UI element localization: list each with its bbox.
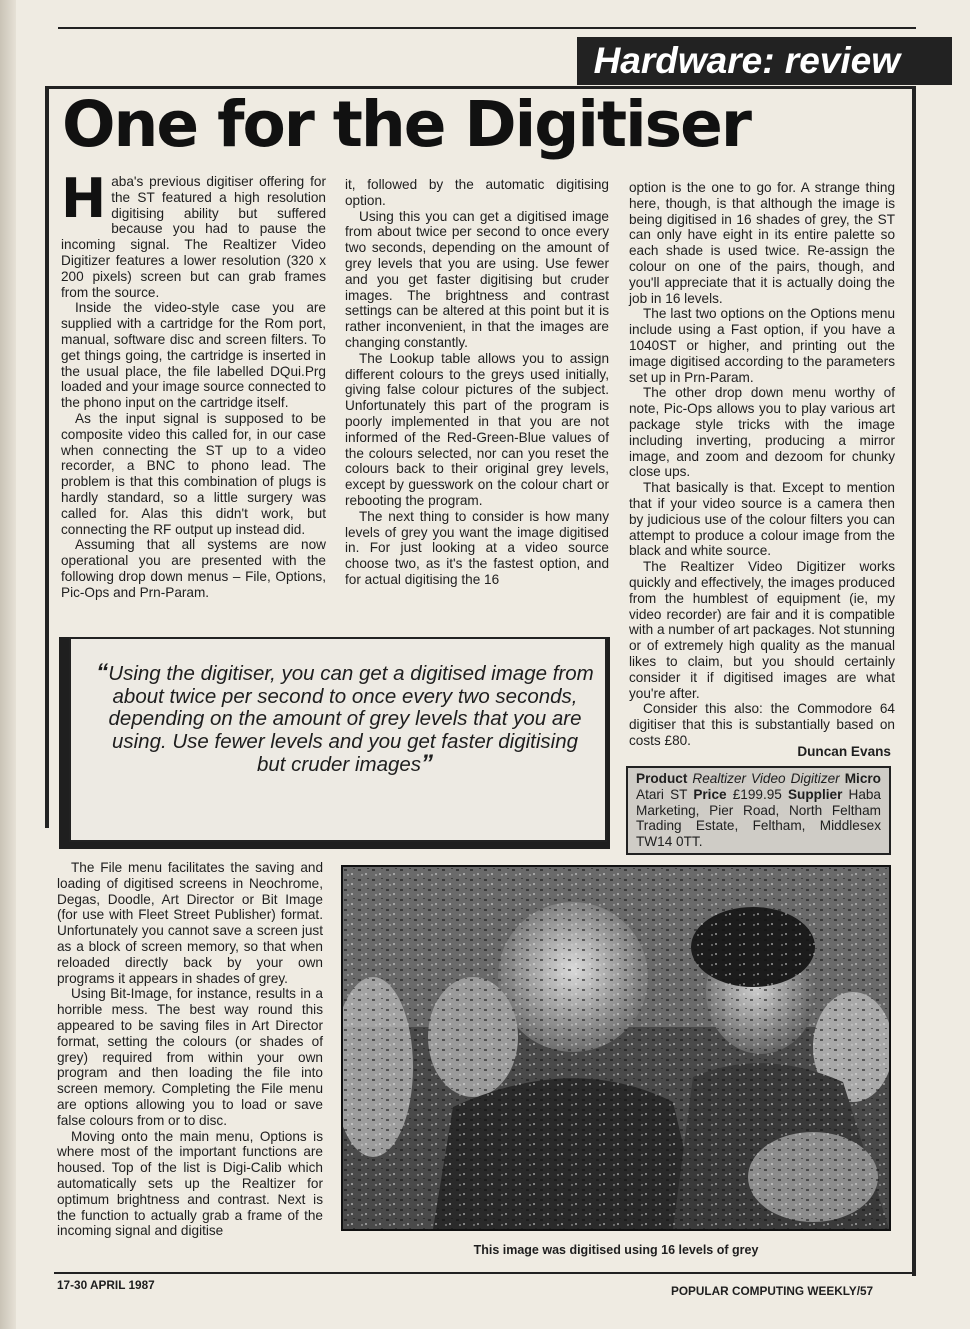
drop-cap: H: [61, 167, 107, 230]
paragraph: Using Bit-Image, for instance, results in a horrible mess. The best way round this appeared to be saving files in Art Director format, setting the colours (or shades of grey) required from within your own program and then loading the file into screen memory. Completing the File menu are options allowing you to load or save false colours from or to disc.: [57, 986, 323, 1128]
paragraph: Assuming that all systems are now operational you are presented with the following drop down menus – File, Options, Pic-Ops and Prn-Param.: [61, 537, 326, 600]
paragraph: As the input signal is supposed to be composite video this called for, in our case when connecting the ST up to a video recorder, a BNC to phono lead. The problem is that this combination of plugs is hardly standard, so a little surgery was called for. Alas this didn't work, but connecting the RF output up instead did.: [61, 410, 326, 537]
section-label: Hardware: review: [577, 37, 952, 85]
article-column-4: [57, 860, 323, 1239]
product-name: Realtizer Video Digitizer: [692, 771, 840, 786]
pull-quote: [95, 659, 595, 777]
bottom-rule: [54, 1272, 914, 1274]
paragraph: The next thing to consider is how many levels of grey you want the image digitised in. For just looking at a video source choose two, as it's the fastest option, and for actual digitising the 16: [345, 508, 609, 587]
product-info-text: [636, 771, 881, 850]
paragraph: Haba's previous digitiser offering for the ST featured a high resolution digitising ability but suffered because you had to pause the incoming signal. The Realtizer Video Digitizer features a lower resolution (320 x 200 pixels) screen but can grab frames from the source.: [61, 167, 326, 300]
headline: One for the Digitiser: [62, 88, 750, 161]
price-label: Price: [693, 786, 727, 802]
page-edge: [0, 0, 16, 1329]
paragraph: That basically is that. Except to mention that if your video source is a camera then by judicious use of the colour filters you can attempt to produce a colour image from the black and white source.: [629, 480, 895, 559]
paragraph: Using this you can get a digitised image from about twice per second to once every two seconds, depending on the amount of grey levels that you are using. Use fewer and you get faster digitising but cruder images. The brightness and contrast settings can be altered at this point but it is rather inconvenient, in that the images are changing constantly.: [345, 208, 609, 350]
paragraph: option is the one to go for. A strange thing here, though, is that although the image is being digitised in 16 shades of grey, the ST can only have eight in its entire palette so each shade is used twice. Re-assign the colour on one of the pairs, though, and you'll appreciate that it is actually doing the job in 16 levels.: [629, 180, 895, 306]
micro-label: Micro: [844, 771, 881, 786]
photo-noise: [343, 867, 889, 1229]
byline: Duncan Evans: [797, 744, 891, 759]
photo-caption: This image was digitised using 16 levels of grey: [473, 1243, 759, 1257]
supplier-value: Haba Marketing, Pier Road, North Feltham Trading Estate, Feltham, Middlesex TW14 0TT.: [636, 786, 881, 850]
frame-right-rule: [912, 86, 916, 1276]
article-column-1: [61, 167, 326, 601]
pull-quote-text: Using the digitiser, you can get a digitised image from about twice per second to once every two seconds, depending on the amount of grey levels that you are using. Use fewer levels and you get faster digitising but cruder images: [108, 662, 594, 776]
open-quote-mark: “: [96, 659, 109, 686]
top-rule: [58, 27, 916, 29]
paragraph: Inside the video-style case you are supplied with a cartridge for the Rom port, manual, software disc and screen filters. To get things going, the cartridge is inserted in the usual place, the file labelled DQui.Prg loaded and your image source connected to the phono input on the cartridge itself.: [61, 300, 326, 411]
article-column-2: [345, 177, 609, 588]
frame-left-rule: [45, 86, 49, 828]
paragraph: it, followed by the automatic digitising option.: [345, 177, 609, 208]
paragraph: The other drop down menu worthy of note, Pic-Ops allows you to play various art package style tricks with the image including inverting, producing a mirror image, and zoom and dezoom for chunky close ups.: [629, 385, 895, 480]
paragraph: The File menu facilitates the saving and loading of digitised screens in Neochrome, Degas, Doodle, Art Director or Bit Image (for use with Fleet Street Publisher) format. Unfortunately you cannot save a screen just as a block of screen memory, so that when reloaded directly back by your own programs it appears in shades of grey.: [57, 860, 323, 986]
micro-value: Atari ST: [636, 786, 688, 802]
paragraph: The Lookup table allows you to assign different colours to the greys used initially, giving false colour pictures of the subject. Unfortunately this part of the program is poorly implemented in that you are not informed of the Red-Green-Blue values of the colours selected, nor can you reset the colours back to their original grey levels, except by guesswork on the colour chart or rebooting the program.: [345, 350, 609, 508]
product-label: Product: [636, 771, 688, 786]
price-value: £199.95: [732, 786, 782, 802]
digitised-photo-image: [343, 867, 889, 1229]
paragraph: Consider this also: the Commodore 64 digitiser that this is substantially based on costs £80.: [629, 701, 895, 748]
supplier-label: Supplier: [787, 786, 843, 802]
paragraph: Moving onto the main menu, Options is where most of the important functions are housed. Top of the list is Digi-Calib which automatically sets up the Realtizer for optimum brightness and contrast. Next is the function to actually grab a frame of the incoming signal and digitise: [57, 1128, 323, 1239]
product-info-box: [626, 766, 891, 855]
digitised-photo: [341, 865, 891, 1231]
publication-page-number: POPULAR COMPUTING WEEKLY/57: [671, 1284, 874, 1298]
close-quote-mark: ”: [421, 750, 434, 777]
issue-date: 17-30 APRIL 1987: [57, 1278, 155, 1292]
paragraph: The last two options on the Options menu include using a Fast option, if you have a 1040ST or higher, and printing out the image digitised according to the parameters set up in Prn-Param.: [629, 306, 895, 385]
article-column-3: [629, 180, 895, 749]
paragraph: The Realtizer Video Digitizer works quickly and effectively, the images produced from the humblest of equipment (ie, my video recorder) are fair and it is compatible with a number of art packages. Not stunning or of extremely high quality as the manual likes to claim, but you should certainly consider it if digitised images are what you're after.: [629, 559, 895, 701]
